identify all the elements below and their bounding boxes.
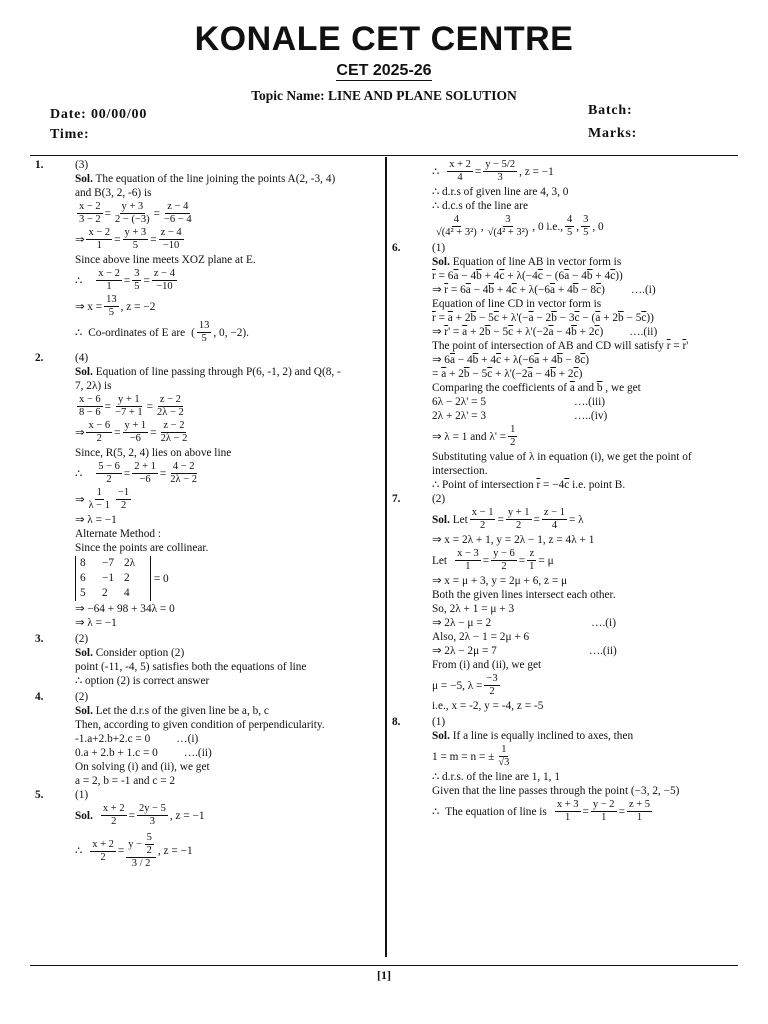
footer-divider <box>30 965 738 966</box>
question-5-continued <box>390 159 740 239</box>
answer: (1) <box>432 716 446 728</box>
sol-text: Since the points are collinear. <box>75 542 209 554</box>
sol-label: Sol. <box>75 705 93 717</box>
sol-label: Sol. <box>432 513 450 526</box>
question-5 <box>33 788 378 870</box>
session-label: CET 2025-26 <box>336 62 432 79</box>
question-number: 8. <box>392 716 401 728</box>
equation: $\overline{r} = \overline{a} + 2\overline{b} - 5\overline{c} + \lambda'(-\overline{a} - 2\overline{b} - 3\overline{c} - (\overline{a} + 2\overline{b} - 5\overline{c}))$ <box>432 312 654 324</box>
left-column <box>33 158 378 871</box>
sol-text: -1.a+2.b+2.c = 0 <box>75 733 151 745</box>
sol-text: a = 2, b = -1 and c = 2 <box>75 775 176 787</box>
sol-text: If a line is equally inclined to axes, then <box>452 730 634 742</box>
question-number: 7. <box>392 493 401 505</box>
sol-text: The point of intersection of AB and CD will satisfy <box>432 340 664 352</box>
sol-text: i.e. point B. <box>572 479 626 491</box>
question-8: 8. (1) Sol. If a line is equally inclined to axes, then 1 = m = n = ± 1 √3 ∴ d.r.s. of the line are 1, 1, 1 Given that the line passes through the point (−3, 2, −5) ∴ The equation of line is x + 3 1 = y − 2 1 = z + 5 1 <box>390 715 740 824</box>
sol-text: Equation of line CD in vector form is <box>432 298 602 310</box>
sol-text: Equation of line passing through P(6, -1, 2) and Q(8, - <box>95 366 341 378</box>
question-number: 4. <box>35 691 44 703</box>
sol-text: The equation of line is <box>445 805 547 818</box>
equation: ⇒ $\overline{r}' = \overline{a} + 2\overline{b} - 5\overline{c} + \lambda'(-2\overline{a} - 4\overline{b} + 2\overline{c})$ ….(ii) <box>432 326 658 338</box>
equation: ∴ x − 2 1 = 3 5 = z − 4 −10 <box>75 268 175 292</box>
equation: μ = −5, λ = −3 2 <box>432 673 498 697</box>
equation: ⇒ 1 λ − 1 −1 2 <box>75 487 130 511</box>
sol-text: Both the given lines intersect each other. <box>432 589 616 601</box>
equation-tag: ….(ii) <box>183 747 212 759</box>
sol-text: and B(3, 2, -6) is <box>75 187 152 199</box>
answer: (2) <box>432 493 446 505</box>
sol-text: i.e., x = -2, y = -4, z = -5 <box>432 700 544 712</box>
column-divider <box>385 157 387 957</box>
sol-text: Then, according to given condition of perpendicularity. <box>75 719 325 731</box>
sol-text: ∴ d.r.s of given line are 4, 3, 0 <box>432 186 569 198</box>
answer: (2) <box>75 691 89 703</box>
equation: 4 √(4² + 3²) , 3 √(4² + 3²) , 0 i.e., 4 5 , 3 5 , 0 <box>436 214 604 238</box>
equation: ∴ x + 2 4 = y − 5/2 3 , z = −1 <box>432 159 554 183</box>
equation: Sol. x + 2 2 = 2y − 5 3 , z = −1 <box>75 803 205 827</box>
sol-text: Comparing the coefficients of <box>432 382 567 394</box>
right-column <box>390 158 740 825</box>
page-number: [1] <box>377 968 391 982</box>
topic-name: Topic Name: LINE AND PLANE SOLUTION <box>251 88 517 103</box>
marks-field: Marks: <box>588 126 638 141</box>
sol-text: Equation of line AB in vector form is <box>452 256 622 268</box>
sol-text: Co-ordinates of E are <box>88 326 186 339</box>
equation: 6λ − 2λ' = 5 ….(iii) <box>432 396 606 408</box>
sol-text: ∴ d.c.s of the line are <box>432 200 528 212</box>
equation: ⇒ λ = 1 and λ' = 1 2 <box>432 424 516 448</box>
equation: ⇒ x − 2 1 = y + 3 5 = z − 4 −10 <box>75 227 182 251</box>
equation: ⇒ x = μ + 3, y = 2μ + 6, z = μ <box>432 575 568 587</box>
equation: Also, 2λ − 1 = 2μ + 6 <box>432 631 530 643</box>
question-number: 5. <box>35 789 44 801</box>
sol-text: ⇒ −64 + 98 + 34λ = 0 <box>75 603 175 615</box>
sol-text: Since above line meets XOZ plane at E. <box>75 254 256 266</box>
sol-text: ⇒ λ = −1 <box>75 514 117 526</box>
page-subtitle <box>0 62 768 80</box>
equation: ⇒ 2λ − 2μ = 7 ….(ii) <box>432 645 617 657</box>
sol-label: Sol. <box>75 366 93 378</box>
equation: x − 2 3 − 2 = y + 3 2 − (−3) = z − 4 −6 − 4 <box>79 201 192 225</box>
sol-text: On solving (i) and (ii), we get <box>75 761 210 773</box>
sol-text: 0.a + 2.b + 1.c = 0 <box>75 747 158 759</box>
equation: ∴ 5 − 6 2 = 2 + 1 −6 = 4 − 2 2λ − 2 <box>75 461 198 485</box>
equation: ⇒ 2λ − μ = 2 ….(i) <box>432 617 616 629</box>
sol-text: Point of intersection <box>442 479 534 491</box>
answer: (2) <box>75 633 89 645</box>
equation: ⇒ x = 13 5 , z = −2 <box>75 294 156 318</box>
answer: (1) <box>75 789 89 801</box>
answer: (1) <box>432 242 446 254</box>
equation: ∴ Co-ordinates of E are ( 13 5 , 0, −2). <box>75 320 249 344</box>
sol-text: 7, 2λ) is <box>75 380 112 392</box>
sol-text: ∴ option (2) is correct answer <box>75 675 210 687</box>
question-2 <box>33 351 378 630</box>
equation-tag: …(i) <box>176 733 199 745</box>
sol-label: Sol. <box>75 173 93 185</box>
sol-text: Given that the line passes through the point <box>432 785 629 797</box>
equation: ⇒ x = 2λ + 1, y = 2λ − 1, z = 4λ + 1 <box>432 534 595 546</box>
question-6: 6. (1) Sol. Equation of line AB in vector form is $\overline{r} = 6\overline{a} - 4\overline{b} + 4\overline{c} + \lambda(-4\overline{c} - (6\overline{a} - 4\overline{b} + 4\overline{c}))$ ⇒ $\overline{r} = 6\overline{a} - 4\overline{b} + 4\overline{c} + \lambda(-6\overline{a} + 4\overline{b} - 8\overline{c})$ ….(i) Equation of line CD in vector form is $\overline{r} = \overline{a} + 2\overline{b} - 5\overline{c} + \lambda'(-\overline{a} - 2\overline{b} - 3\overline{c} - (\overline{a} + 2\overline{b} - 5\overline{c}))$ ⇒ $\overline{r}' = \overline{a} + 2\overline{b} - 5\overline{c} + \lambda'(-2\overline{a} - 4\overline{b} + 2\overline{c})$ ….(ii) The point of intersection of AB and CD will satisfy $\overline{r} = \overline{r}'$ ⇒ $6\overline{a} - 4\overline{b} + 4\overline{c} + \lambda(-6\overline{a} + 4\overline{b} - 8\overline{c})$ = $\overline{a} + 2\overline{b} - 5\overline{c} + \lambda'(-2\overline{a} - 4\overline{b} + 2\overline{c})$ Comparing the coefficients of $\overline{a}$ and $\overline{b}$ , we get 6λ − 2λ' = 5 ….(iii) 2λ + 2λ' = 3 …..(iv) ⇒ λ = 1 and λ' = 1 2 Substituting value of λ in equation (i), we get the point of intersection. ∴ Point of intersection $\overline{r} = -4\overline{c}$ i.e. point B. <box>390 241 740 492</box>
determinant: 8 −7 2λ 6 −1 2 5 2 4 = 0 <box>75 556 378 601</box>
sol-text: intersection. <box>432 465 488 477</box>
equation: 2λ + 2λ' = 3 …..(iv) <box>432 410 608 422</box>
time-field: Time: <box>50 127 90 142</box>
equation: ⇒ $\overline{r} = 6\overline{a} - 4\overline{b} + 4\overline{c} + \lambda(-6\overline{a} + 4\overline{b} - 8\overline{c})$ ….(i) <box>432 284 656 296</box>
equation: So, 2λ + 1 = μ + 3 <box>432 603 515 615</box>
sol-text: Consider option (2) <box>95 647 185 659</box>
sol-label: Sol. <box>75 647 93 659</box>
sol-text: Substituting value of λ in equation (i), we get the point of <box>432 451 692 463</box>
header-divider <box>30 155 738 156</box>
equation: x − 6 8 − 6 = y + 1 −7 + 1 = z − 2 2λ − 2 <box>79 394 184 418</box>
question-3 <box>33 632 378 688</box>
sol-label: Sol. <box>432 256 450 268</box>
sol-text: The equation of the line joining the points A(2, -3, 4) <box>95 173 336 185</box>
sol-label: Sol. <box>75 809 93 822</box>
sol-label: Sol. <box>432 730 450 742</box>
date-field: Date: 00/00/00 <box>50 107 148 122</box>
equation: $\overline{r} = 6\overline{a} - 4\overline{b} + 4\overline{c} + \lambda(-4\overline{c} - (6\overline{a} - 4\overline{b} + 4\overline{c}))$ <box>432 270 623 282</box>
equation: 1 = m = n = ± 1 √3 <box>432 744 510 768</box>
answer: (4) <box>75 352 89 364</box>
batch-field: Batch: <box>588 103 633 118</box>
sol-text: Let the d.r.s of the given line be a, b, c <box>95 705 269 717</box>
question-number: 1. <box>35 159 44 171</box>
sol-text: point (-11, -4, 5) satisfies both the equations of line <box>75 661 307 673</box>
sol-text: From (i) and (ii), we get <box>432 659 542 671</box>
question-number: 2. <box>35 352 44 364</box>
sol-text: Since, R(5, 2, 4) lies on above line <box>75 447 232 459</box>
equation: Let x − 3 1 = y − 6 2 = z 1 = μ <box>432 548 554 572</box>
equation: Sol. Let x − 1 2 = y + 1 2 = z − 1 4 = λ <box>432 507 584 531</box>
page-title: KONALE CET CENTRE <box>194 20 574 58</box>
question-7 <box>390 492 740 713</box>
question-4 <box>33 690 378 788</box>
answer: (3) <box>75 159 89 171</box>
equation: ∴ The equation of line is x + 3 1 = y − 2 1 = z + 5 1 <box>432 799 651 823</box>
sol-text: ∴ d.r.s. of the line are 1, 1, 1 <box>432 771 560 783</box>
equation: ∴ x + 2 2 = y − $\frac{5}{2}$ 3 / 2 , z = −1 <box>75 832 193 869</box>
question-number: 3. <box>35 633 44 645</box>
sol-text: Alternate Method : <box>75 528 161 540</box>
question-1 <box>33 158 378 345</box>
equation: ⇒ x − 6 2 = y + 1 −6 = z − 2 2λ − 2 <box>75 420 188 444</box>
question-number: 6. <box>392 242 401 254</box>
sol-text: ⇒ λ = −1 <box>75 617 117 629</box>
equation: = $\overline{a} + 2\overline{b} - 5\overline{c} + \lambda'(-2\overline{a} - 4\overline{b} + 2\overline{c})$ <box>432 368 583 380</box>
equation: ⇒ $6\overline{a} - 4\overline{b} + 4\overline{c} + \lambda(-6\overline{a} + 4\overline{b} - 8\overline{c})$ <box>432 354 590 366</box>
